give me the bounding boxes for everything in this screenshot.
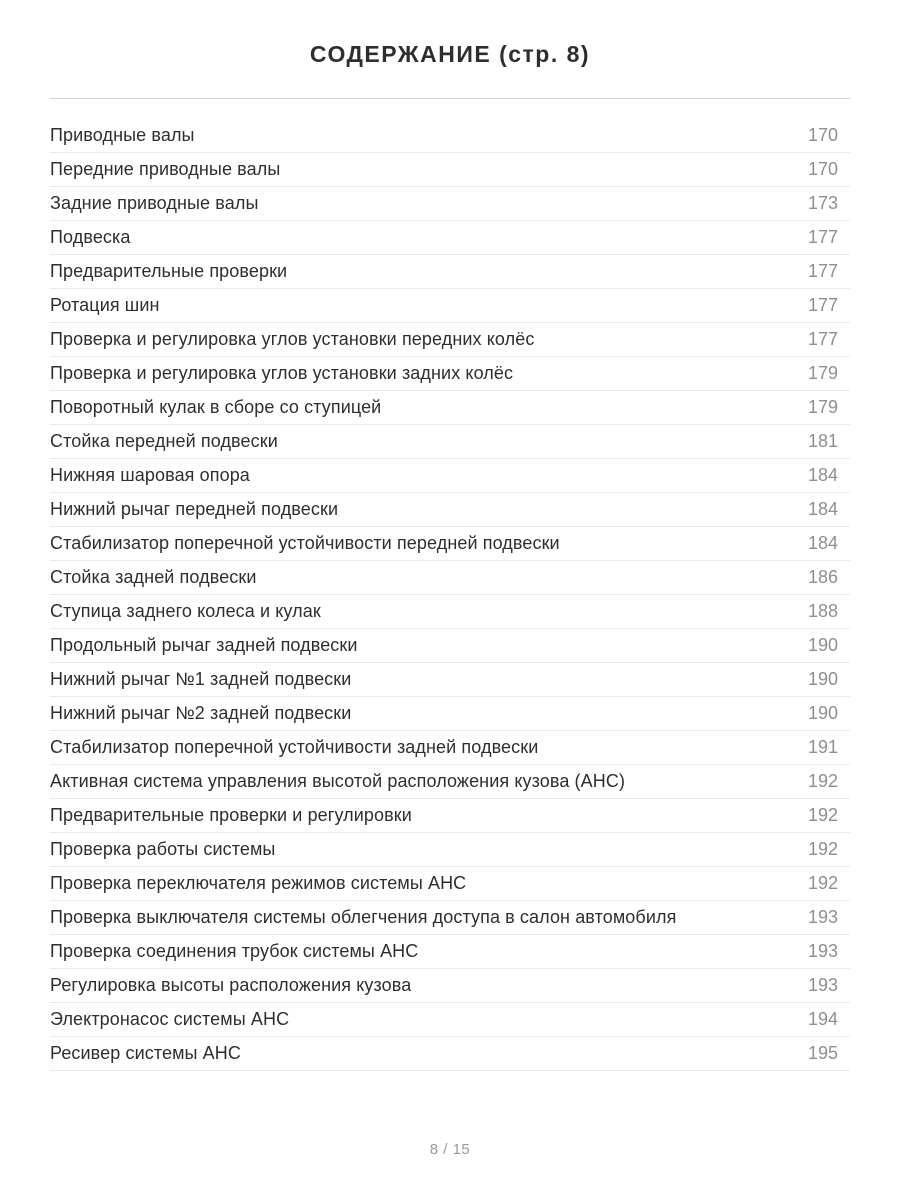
toc-entry-page-number: 190 [807,635,838,655]
toc-row [50,425,850,459]
toc-row [50,935,850,969]
toc-entry-label: Подвеска [50,227,131,247]
toc-row [50,867,850,901]
toc-row [50,289,850,323]
toc-entry-label: Ротация шин [50,295,160,315]
toc-row [50,969,850,1003]
header-divider [50,98,850,99]
toc-row [50,731,850,765]
toc-row [50,697,850,731]
toc-entry-label: Нижний рычаг №1 задней подвески [50,669,352,689]
toc-list [50,119,850,1071]
toc-entry-page-number: 193 [807,975,838,995]
toc-entry-label: Продольный рычаг задней подвески [50,635,358,655]
toc-entry-page-number: 191 [807,737,838,757]
toc-entry-page-number: 184 [807,465,838,485]
toc-entry-label: Проверка соединения трубок системы АНС [50,941,419,961]
toc-entry-page-number: 179 [807,397,838,417]
toc-row [50,153,850,187]
toc-entry-label: Задние приводные валы [50,193,259,213]
toc-entry-label: Передние приводные валы [50,159,281,179]
toc-row [50,221,850,255]
toc-entry-label: Активная система управления высотой расположения кузова (АНС) [50,771,626,791]
toc-row [50,323,850,357]
toc-entry-label: Нижний рычаг №2 задней подвески [50,703,352,723]
toc-entry-page-number: 193 [807,941,838,961]
toc-entry-label: Электронасос системы АНС [50,1009,290,1029]
toc-entry-page-number: 170 [807,125,838,145]
toc-row [50,527,850,561]
toc-row [50,459,850,493]
toc-entry-page-number: 184 [807,533,838,553]
toc-entry-label: Стойка задней подвески [50,567,257,587]
toc-entry-page-number: 195 [807,1043,838,1063]
toc-entry-page-number: 181 [807,431,838,451]
toc-entry-page-number: 177 [807,329,838,349]
toc-entry-label: Проверка и регулировка углов установки передних колёс [50,329,535,349]
toc-entry-label: Ресивер системы АНС [50,1043,241,1063]
toc-entry-label: Предварительные проверки [50,261,288,281]
toc-entry-label: Проверка и регулировка углов установки задних колёс [50,363,514,383]
toc-entry-page-number: 194 [807,1009,838,1029]
toc-entry-page-number: 177 [807,261,838,281]
toc-entry-page-number: 177 [807,227,838,247]
toc-row [50,663,850,697]
toc-entry-label: Приводные валы [50,125,195,145]
toc-row [50,391,850,425]
toc-entry-label: Предварительные проверки и регулировки [50,805,412,825]
toc-entry-page-number: 186 [807,567,838,587]
toc-entry-label: Стабилизатор поперечной устойчивости передней подвески [50,533,560,553]
toc-entry-page-number: 192 [807,805,838,825]
toc-entry-label: Регулировка высоты расположения кузова [50,975,412,995]
toc-entry-label: Стабилизатор поперечной устойчивости задней подвески [50,737,539,757]
toc-entry-page-number: 190 [807,703,838,723]
toc-row [50,561,850,595]
toc-row [50,765,850,799]
toc-entry-label: Стойка передней подвески [50,431,278,451]
toc-row [50,1003,850,1037]
toc-entry-label: Проверка переключателя режимов системы АНС [50,873,467,893]
toc-entry-label: Проверка работы системы [50,839,276,859]
page-title: СОДЕРЖАНИЕ (стр. 8) [309,41,591,67]
toc-entry-label: Ступица заднего колеса и кулак [50,601,321,621]
toc-row [50,629,850,663]
toc-entry-page-number: 188 [807,601,838,621]
toc-row [50,833,850,867]
toc-row [50,187,850,221]
toc-entry-page-number: 170 [807,159,838,179]
toc-row [50,119,850,153]
toc-entry-label: Нижний рычаг передней подвески [50,499,339,519]
toc-row [50,595,850,629]
toc-row [50,255,850,289]
toc-entry-page-number: 179 [807,363,838,383]
toc-entry-label: Проверка выключателя системы облегчения доступа в салон автомобиля [50,907,677,927]
toc-entry-page-number: 193 [807,907,838,927]
toc-row [50,799,850,833]
toc-entry-page-number: 173 [807,193,838,213]
toc-entry-page-number: 192 [807,839,838,859]
toc-entry-page-number: 190 [807,669,838,689]
toc-entry-label: Нижняя шаровая опора [50,465,250,485]
toc-entry-page-number: 192 [807,771,838,791]
toc-row [50,493,850,527]
toc-entry-page-number: 177 [807,295,838,315]
toc-row [50,901,850,935]
page-indicator: 8 / 15 [429,1141,471,1158]
toc-row [50,1037,850,1071]
toc-entry-page-number: 184 [807,499,838,519]
toc-entry-label: Поворотный кулак в сборе со ступицей [50,397,382,417]
toc-entry-page-number: 192 [807,873,838,893]
toc-row [50,357,850,391]
